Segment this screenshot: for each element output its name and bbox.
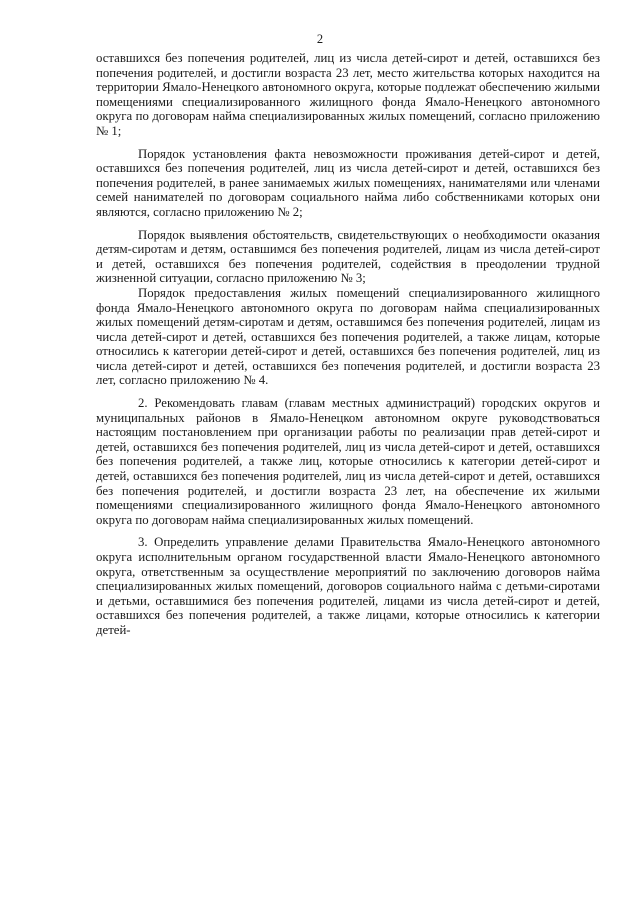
paragraph-item-2: 2. Рекомендовать главам (главам местных администраций) городских округов и муниципальных районов в Ямало-Ненецком автономном округе руководствоваться настоящим постановлением при организации работы по реализации прав детей-сирот и детей, оставшихся без попечения родителей, лиц из числа детей-сирот и детей, оставшихся без попечения родителей, а также лиц, которые относились к категории детей-сирот и детей, оставшихся без попечения родителей, лиц из числа детей-сирот и детей, оставшихся без попечения родителей, и достигли возраста 23 лет, на обеспечение их жилыми помещениями специализированного жилищного фонда Ямало-Ненецкого автономного округа по договорам найма специализированных жилых помещений. — [96, 396, 600, 527]
paragraph-appendix-3: Порядок выявления обстоятельств, свидетельствующих о необходимости оказания детям-сиротам и детям, оставшимся без попечения родителей, лицам из числа детей-сирот и детей, оставшихся без попечения родителей, содействия в преодолении трудной жизненной ситуации, согласно приложению № 3; — [96, 227, 600, 286]
paragraph-gap — [96, 220, 600, 228]
paragraph-item-3: 3. Определить управление делами Правительства Ямало-Ненецкого автономного округа исполнительным органом государственной власти Ямало-Ненецкого автономного округа, ответственным за осуществление мероприятий по заключению договоров найма специализированных жилых помещений, договоров социального найма с детьми-сиротами и детьми, оставшимися без попечения родителей, лицами из числа детей-сирот и детей, оставшихся без попечения родителей, а также лицами, которые относились к категории детей- — [96, 535, 600, 637]
page-number: 2 — [316, 32, 324, 46]
paragraph-gap — [96, 388, 600, 396]
paragraph-appendix-4: Порядок предоставления жилых помещений специализированного жилищного фонда Ямало-Ненецкого автономного округа по договорам найма специализированных жилых помещений детям-сиротам и детям, оставшимся без попечения родителей, лицам из числа детей-сирот и детей, оставшихся без попечения родителей, а также лицам, которые относились к категории детей-сирот и детей, оставшихся без попечения родителей, лиц из числа детей-сирот и детей, оставшихся без попечения родителей, и достигли возраста 23 лет, согласно приложению № 4. — [96, 285, 600, 388]
paragraph-gap — [96, 139, 600, 147]
document-body — [96, 51, 600, 638]
paragraph-gap — [96, 527, 600, 535]
paragraph-appendix-1-continuation: оставшихся без попечения родителей, лиц из числа детей-сирот и детей, оставшихся без попечения родителей, и достигли возраста 23 лет, место жительства которых находится на территории Ямало-Ненецкого автономного округа, которые подлежат обеспечению жилыми помещениями специализированного жилищного фонда Ямало-Ненецкого автономного округа по договорам найма специализированных жилых помещений, согласно приложению № 1; — [96, 51, 600, 138]
paragraph-appendix-2: Порядок установления факта невозможности проживания детей-сирот и детей, оставшихся без попечения родителей, лиц из числа детей-сирот и детей, оставшихся без попечения родителей, в ранее занимаемых жилых помещениях, нанимателями или членами семей нанимателей по договорам социального найма либо собственниками которых они являются, согласно приложению № 2; — [96, 146, 600, 219]
